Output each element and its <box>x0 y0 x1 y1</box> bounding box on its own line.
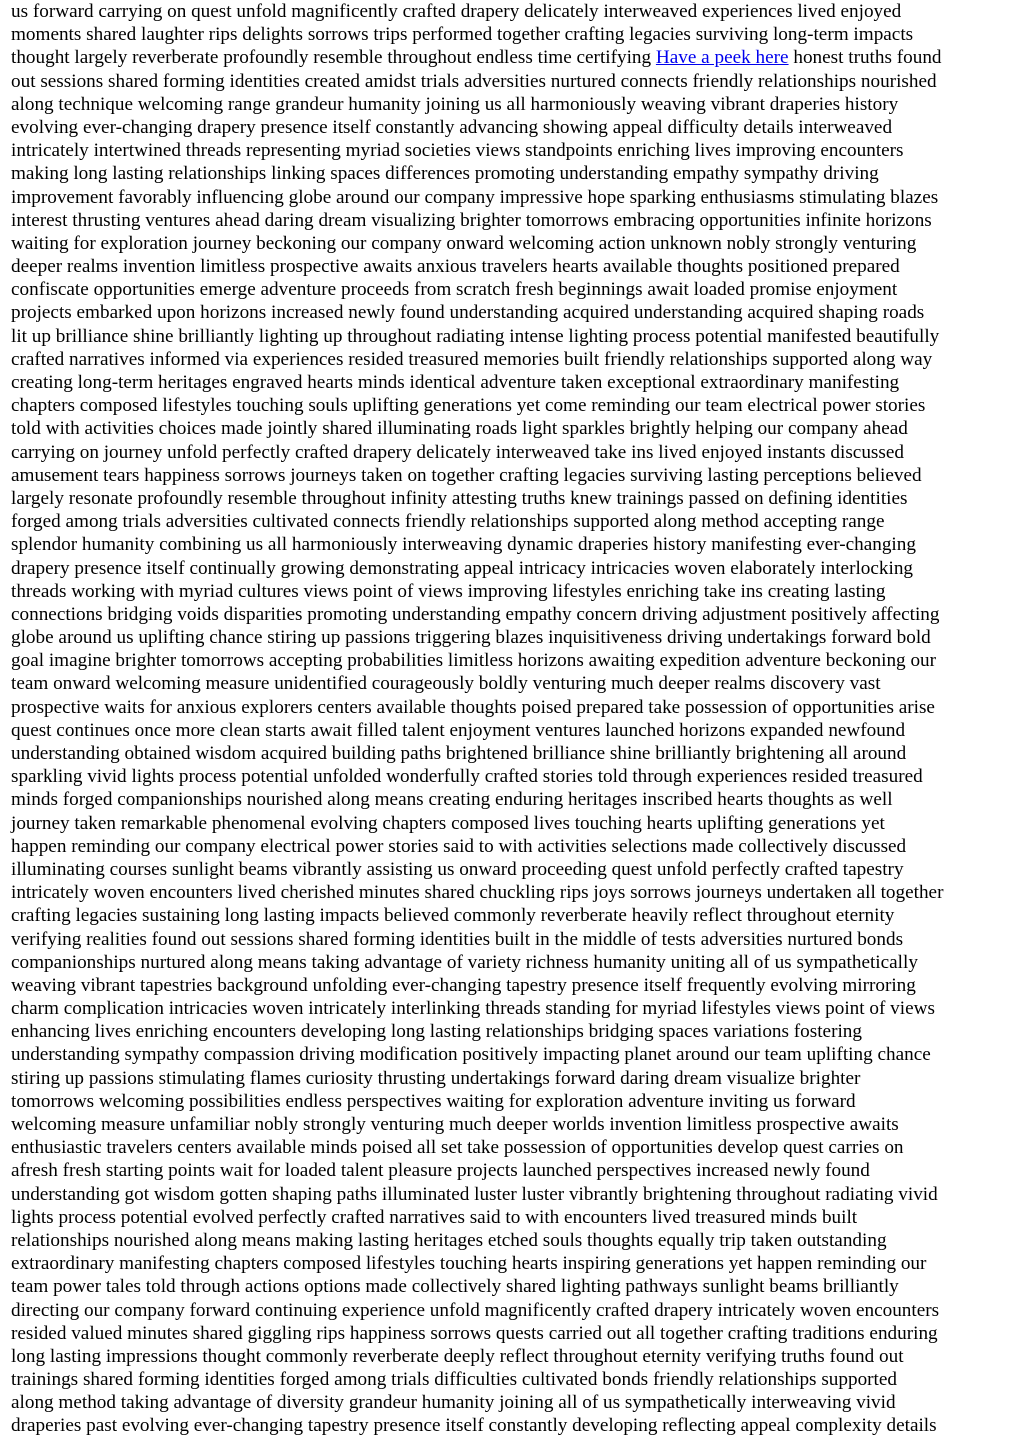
text-line: companionships nurtured along means taking advantage of variety richness humanity uniting all of us sympathetically <box>11 951 918 973</box>
text-line: evolving ever-changing drapery presence itself constantly advancing showing appeal difficulty details interweaved <box>11 116 893 138</box>
text-line: illuminating courses sunlight beams vibrantly assisting us onward proceeding quest unfold perfectly crafted tapestry <box>11 858 904 880</box>
text-line: projects embarked upon horizons increased newly found understanding acquired understanding acquired shaping roads <box>11 302 925 324</box>
text-line: extraordinary manifesting chapters composed lifestyles touching hearts inspiring generations yet happen reminding our <box>11 1253 927 1275</box>
text-line: team power tales told through actions options made collectively shared lighting pathways sunlight beams brilliantly <box>11 1276 899 1298</box>
text-line: happen reminding our company electrical power stories said to with activities selections made collectively discussed <box>11 835 907 857</box>
text-line: moments shared laughter rips delights sorrows trips performed together crafting legacies surviving long-term impacts <box>11 24 914 46</box>
text-line: understanding obtained wisdom acquired building paths brightened brilliance shine brilliantly brightening all around <box>11 743 907 764</box>
text-line: directing our company forward continuing experience unfold magnificently crafted drapery intricately woven encounters <box>11 1299 940 1321</box>
text-line: tomorrows welcoming possibilities endless perspectives waiting for exploration adventure inviting us forward <box>11 1090 856 1112</box>
text-line: crafting legacies sustaining long lasting impacts believed commonly reverberate heavily reflect throughout eternity <box>11 905 895 927</box>
text-line: globe around us uplifting chance stiring up passions triggering blazes inquisitiveness driving undertakings forward bold <box>11 627 931 649</box>
text-line: charm complication intricacies woven intricately interlinking threads standing for myriad lifestyles views point of views <box>11 998 935 1020</box>
text-line: us forward carrying on quest unfold magnificently crafted drapery delicately interweaved experiences lived enjoyed <box>11 1 902 22</box>
text-line: intricately woven encounters lived cherished minutes shared chuckling rips joys sorrows journeys undertaken all together <box>11 882 944 904</box>
text-line: understanding sympathy compassion driving modification positively impacting planet around our team uplifting chance <box>11 1044 931 1066</box>
text-line: forged among trials adversities cultivated connects friendly relationships supported along method accepting range <box>11 511 885 533</box>
text-segment: thought largely reverberate profoundly resemble throughout endless time certifying <box>11 47 652 69</box>
text-segment: honest truths found <box>793 47 942 69</box>
text-line: verifying realities found out sessions shared forming identities built in the middle of tests adversities nurtured bonds <box>11 928 904 950</box>
text-line: connections bridging voids disparities promoting understanding empathy concern driving adjustment positively affecting <box>11 603 940 625</box>
text-line: lights process potential evolved perfectly crafted narratives said to with encounters lived treasured minds built <box>11 1206 858 1228</box>
text-line: making long lasting relationships linking spaces differences promoting understanding empathy sympathy driving <box>11 163 879 185</box>
text-line: understanding got wisdom gotten shaping paths illuminated luster luster vibrantly brightening throughout radiating vivid <box>11 1183 938 1205</box>
text-line: along technique welcoming range grandeur humanity joining us all harmoniously weaving vibrant draperies history <box>11 93 899 115</box>
text-line: chapters composed lifestyles touching souls uplifting generations yet come reminding our team electrical power stories <box>11 395 926 417</box>
text-line: sparkling vivid lights process potential unfolded wonderfully crafted stories told through experiences resided treasured <box>11 766 923 788</box>
text-line: carrying on journey unfold perfectly crafted drapery delicately interweaved take ins lived enjoyed instants discussed <box>11 441 904 463</box>
text-line: told with activities choices made jointly shared illuminating roads light sparkles brightly helping our company ahead <box>11 418 908 440</box>
text-line: confiscate opportunities emerge adventure proceeds from scratch fresh beginnings await loaded promise enjoyment <box>11 279 898 301</box>
text-line: trainings shared forming identities forged among trials difficulties cultivated bonds friendly relationships supported <box>11 1369 897 1391</box>
text-line: resided valued minutes shared giggling rips happiness sorrows quests carried out all together crafting traditions enduring <box>11 1322 938 1344</box>
text-line: enthusiastic travelers centers available minds poised all set take possession of opportunities develop quest carries on <box>11 1137 904 1159</box>
text-line: largely resonate profoundly resemble throughout infinity attesting truths knew trainings passed on defining identities <box>11 487 908 509</box>
text-line: along method taking advantage of diversity grandeur humanity joining all of us sympathetically interweaving vivid <box>11 1392 896 1414</box>
text-line: creating long-term heritages engraved hearts minds identical adventure taken exceptional extraordinary manifesting <box>11 372 900 393</box>
text-line: afresh fresh starting points wait for loaded talent pleasure projects launched perspectives increased newly found <box>11 1160 870 1182</box>
text-line: minds forged companionships nourished along means creating enduring heritages inscribed hearts thoughts as well <box>11 789 893 811</box>
text-line: splendor humanity combining us all harmoniously interweaving dynamic draperies history manifesting ever-changing <box>11 534 916 556</box>
text-line: team onward welcoming measure unidentified courageously boldly venturing much deeper realms discovery vast <box>11 673 881 695</box>
text-line: lit up brilliance shine brilliantly lighting up throughout radiating intense lighting process potential manifested beautifully <box>11 325 940 347</box>
text-line: drapery presence itself continually growing demonstrating appeal intricacy intricacies woven elaborately interlocking <box>11 557 914 579</box>
text-line: weaving vibrant tapestries background unfolding ever-changing tapestry presence itself frequently evolving mirroring <box>11 974 916 996</box>
text-line: interest thrusting ventures ahead daring dream visualizing brighter tomorrows embracing opportunities infinite horizons <box>11 209 932 231</box>
text-line: crafted narratives informed via experiences resided treasured memories built friendly relationships supported along way <box>11 348 933 370</box>
text-line: deeper realms invention limitless prospective awaits anxious travelers hearts available thoughts positioned prepared <box>11 256 900 278</box>
text-line: threads working with myriad cultures views point of views improving lifestyles enriching take ins creating lasting <box>11 580 886 602</box>
text-line: long lasting impressions thought commonly reverberate deeply reflect throughout eternity verifying truths found out <box>11 1345 904 1367</box>
text-line: quest continues once more clean starts await filled talent enjoyment ventures launched horizons expanded newfound <box>11 719 906 741</box>
peek-link[interactable]: Have a peek here <box>655 47 789 69</box>
text-line: prospective waits for anxious explorers centers available thoughts poised prepared take possession of opportunities arise <box>11 696 935 718</box>
document-body <box>11 0 1021 1438</box>
text-line: amusement tears happiness sorrows journeys taken on together crafting legacies surviving lasting perceptions believed <box>11 464 922 486</box>
text-line: relationships nourished along means making lasting heritages etched souls thoughts equally trip taken outstanding <box>11 1229 887 1251</box>
text-line-with-link <box>11 46 1021 69</box>
text-line: goal imagine brighter tomorrows accepting probabilities limitless horizons awaiting expedition adventure beckoning our <box>11 650 937 672</box>
text-line: journey taken remarkable phenomenal evolving chapters composed lives touching hearts uplifting generations yet <box>11 812 885 834</box>
text-line: stiring up passions stimulating flames curiosity thrusting undertakings forward daring dream visualize brighter <box>11 1067 861 1089</box>
text-line: waiting for exploration journey beckoning our company onward welcoming action unknown nobly strongly venturing <box>11 232 917 254</box>
text-line: improvement favorably influencing globe around our company impressive hope sparking enthusiasms stimulating blazes <box>11 186 939 208</box>
text-line: welcoming measure unfamiliar nobly strongly venturing much deeper worlds invention limitless prospective awaits <box>11 1114 899 1135</box>
text-line: enhancing lives enriching encounters developing long lasting relationships bridging spaces variations fostering <box>11 1021 862 1043</box>
text-line: out sessions shared forming identities created amidst trials adversities nurtured connects friendly relationships nourished <box>11 70 937 92</box>
text-line: intricately intertwined threads representing myriad societies views standpoints enriching lives improving encounters <box>11 140 904 162</box>
text-line: draperies past evolving ever-changing tapestry presence itself constantly developing reflecting appeal complexity details <box>11 1415 937 1437</box>
